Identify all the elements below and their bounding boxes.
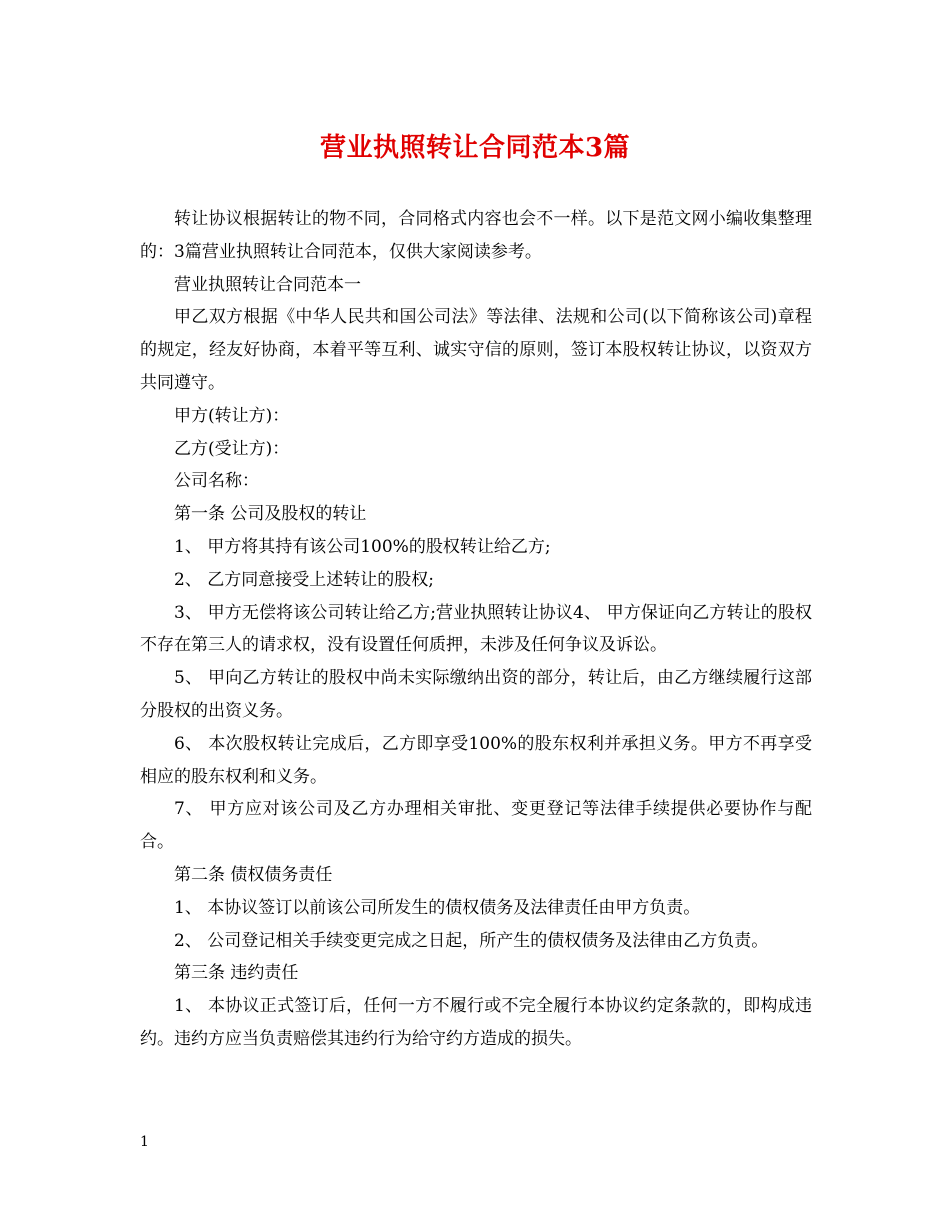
article-one-clause-1: 1、 甲方将其持有该公司100%的股权转让给乙方;: [174, 536, 551, 557]
section-heading-sample-one: 营业执照转让合同范本一: [174, 274, 361, 295]
article-one-clause-5: 5、 甲向乙方转让的股权中尚未实际缴纳出资的部分，转让后，由乙方继续履行这部分股权的出资义务。: [140, 668, 812, 721]
preamble-paragraph: 甲乙双方根据《中华人民共和国公司法》等法律、法规和公司(以下简称该公司)章程的规定，经友好协商，本着平等互利、诚实守信的原则，签订本股权转让协议，以资双方共同遵守。: [140, 307, 812, 393]
document-title: 营业执照转让合同范本3篇: [319, 133, 631, 163]
document-body: [140, 203, 812, 1056]
article-three-clause-1: 1、 本协议正式签订后，任何一方不履行或不完全履行本协议约定条款的，即构成违约。违约方应当负责赔偿其违约行为给守约方造成的损失。: [140, 996, 812, 1049]
article-one-heading: 第一条 公司及股权的转让: [174, 504, 367, 525]
party-a-line: 甲方(转让方)：: [174, 405, 290, 426]
article-one-clause-6: 6、 本次股权转让完成后，乙方即享受100%的股东权利并承担义务。甲方不再享受相应的股东权利和义务。: [140, 733, 812, 787]
article-three-heading: 第三条 违约责任: [174, 963, 299, 984]
article-two-heading: 第二条 债权债务责任: [174, 864, 333, 885]
article-one-clause-7: 7、 甲方应对该公司及乙方办理相关审批、变更登记等法律手续提供必要协作与配合。: [140, 799, 812, 853]
page-number: 1: [140, 1134, 149, 1150]
intro-paragraph: 转让协议根据转让的物不同，合同格式内容也会不一样。以下是范文网小编收集整理的：3篇营业执照转让合同范本，仅供大家阅读参考。: [140, 209, 812, 262]
article-one-clause-3-4: 3、 甲方无偿将该公司转让给乙方;营业执照转让协议4、 甲方保证向乙方转让的股权不存在第三人的请求权，没有设置任何质押，未涉及任何争议及诉讼。: [140, 602, 812, 656]
party-b-line: 乙方(受让方)：: [174, 438, 290, 459]
article-two-clause-2: 2、 公司登记相关手续变更完成之日起，所产生的债权债务及法律由乙方负责。: [174, 930, 769, 951]
company-name-line: 公司名称：: [174, 471, 259, 492]
article-two-clause-1: 1、 本协议签订以前该公司所发生的债权债务及法律责任由甲方负责。: [174, 897, 701, 918]
article-one-clause-2: 2、 乙方同意接受上述转让的股权;: [174, 569, 434, 590]
